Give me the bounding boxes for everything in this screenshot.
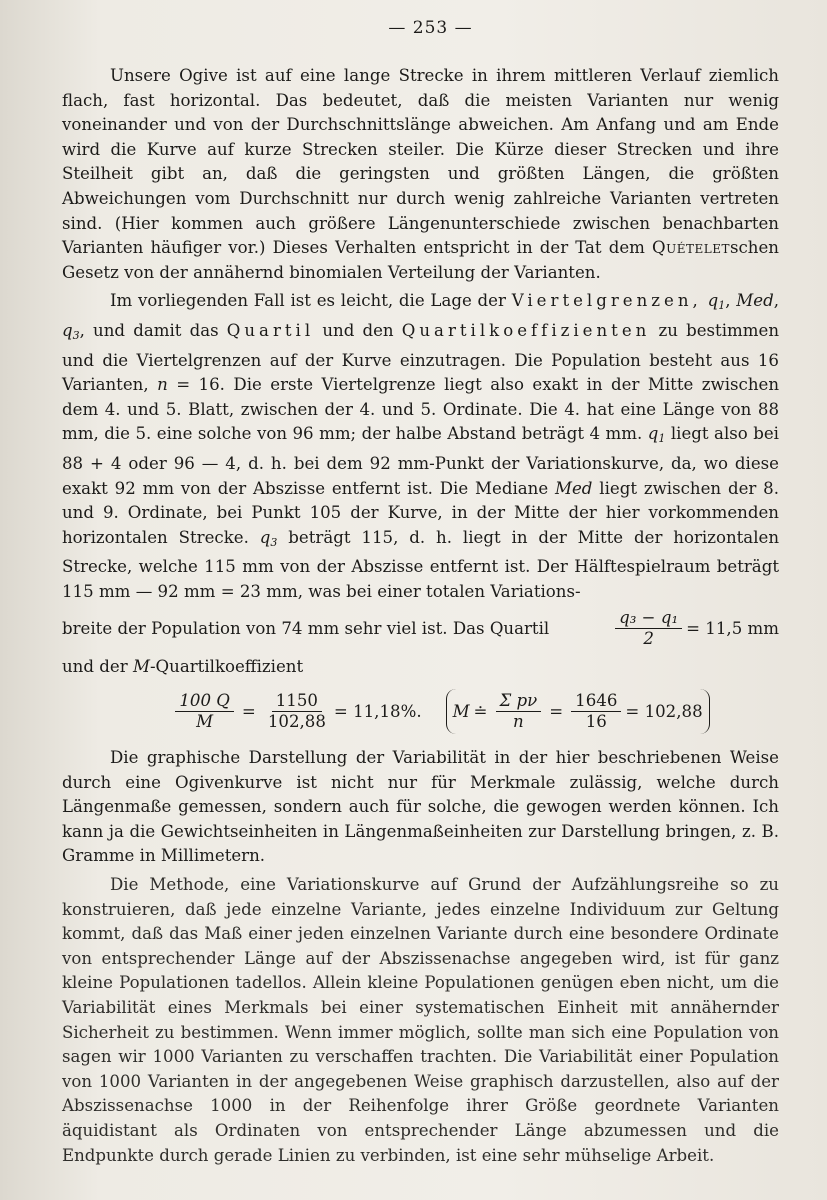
paragraph-ogive: [62, 64, 779, 285]
symbol-q1: $q_1$: [707, 291, 726, 313]
paragraph-ogive-text: Unsere Ogive ist auf eine lange Strecke in ihrem mittleren Verlauf ziemlich flach, fast horizontal. Das bedeutet, daß die meisten Varianten nur wenig voneinander und von der Durchschnittslänge abweichen. Am Anfang und am Ende wird die Kurve auf kurze Strecken steiler. Die Kürze dieser Strecken und ihre Steilheit gibt an, daß die geringsten und größten Längen, die größten Abweichungen vom Durchschnitt nur durch wenig zahlreiche Varianten vertreten sind. (Hier kommen auch größere Längenunterschiede zwischen benachbarten Varianten häufiger vor.) Dieses Verhalten entspricht in der Tat dem: [62, 66, 779, 258]
quartil-line-text: breite der Population von 74 mm sehr viel ist. Das Quartil: [62, 619, 550, 639]
paragraph-ogive-end: schen Gesetz von der annähernd binomialen Verteilung der Varianten.: [62, 238, 779, 282]
quartilkoeffizient-formula: $\frac{100 Q}{M}$ = $\frac{1150}{102,88}$ = 11,18%. M ≐ $\frac{\text{Σ pν}}{n}$ = $\frac{1646}{16}$ = 102,88: [62, 684, 779, 738]
quartil-result: = 11,5 mm: [686, 619, 779, 639]
p2-text-b: , und damit das: [79, 320, 219, 340]
term-viertelgrenzen: Viertelgrenzen,: [511, 291, 702, 311]
quartil-fraction-numerator: q₃ − q₁: [615, 608, 682, 629]
term-quartilkoeffizienten: Quartilkoeffizienten: [401, 320, 651, 340]
quartil-fraction: [615, 608, 682, 649]
m-quartilkoeffizient-line: und der M-Quartilkoeffizient: [62, 657, 304, 677]
p2-text-d: zu bestimmen und die Viertelgrenzen auf der Kurve einzutragen. Die Population besteht aus 16 Varianten,: [62, 320, 780, 395]
quartil-formula-line: [62, 608, 779, 649]
p2-text-h: beträgt 115, d. h. liegt in der Mitte der horizontalen Strecke, welche 115 mm von der Abszisse entfernt ist. Der Hälftespielraum beträgt 115 mm — 92 mm = 23 mm, was bei einer totalen Variations-: [62, 527, 780, 601]
p2-text-c: und den: [322, 320, 394, 340]
formula-result: = 11,18%.: [333, 701, 422, 721]
formula-mean-parenthesis: M ≐ $\frac{\text{Σ pν}}{n}$ = $\frac{1646}{16}$ = 102,88: [446, 689, 710, 734]
symbol-n: n: [157, 375, 168, 395]
p2-text-e: = 16. Die erste Viertelgrenze liegt also exakt in der Mitte zwischen dem 4. und 5. Blatt, zwischen der 4. und 5. Ordinate. Die 4. hat eine Länge von 88 mm, die 5. eine solche von 96 mm; der halbe Abstand beträgt 4 mm.: [62, 375, 780, 444]
mean-result: = 102,88: [625, 701, 703, 721]
p2-text-f: liegt also bei 88 + 4 oder 96 — 4, d. h. bei dem 92 mm-Punkt der Variationskurve, da, wo diese exakt 92 mm von der Abszisse entfernt ist. Die Mediane: [62, 424, 779, 498]
symbol-q3-inline: $q_3$: [259, 527, 278, 549]
symbol-q3: $q_3$: [62, 320, 80, 342]
fraction-1646: $\frac{1646}{16}$: [571, 691, 621, 732]
page-number: — 253 —: [388, 18, 473, 38]
quartil-fraction-denominator: 2: [643, 629, 654, 649]
symbol-med-inline: Med: [555, 478, 593, 498]
paragraph-graphische-darstellung: Die graphische Darstellung der Variabilität in der hier beschriebenen Weise durch eine Ogivenkurve ist nicht nur für Merkmale zulässig, welche durch Längenmaße gemessen, sondern auch für solche, die gewogen werden können. Ich kann ja die Gewichtseinheiten in Längenmaßeinheiten zur Darstellung bringen, z. B. Gramme in Millimetern.: [62, 748, 779, 866]
paragraph-viertelgrenzen: Im vorliegenden Fall ist es leicht, die Lage der Viertelgrenzen, $q_1$, Med, $q_3$, und damit das Quartil und den Quartilkoeffizienten zu bestimmen und die Viertelgrenzen auf der Kurve einzutragen. Die Population besteht aus 16 Varianten, n = 16. Die erste Viertelgrenze liegt also exakt in der Mitte zwischen dem 4. und 5. Blatt, zwischen der 4. und 5. Ordinate. Die 4. hat eine Länge von 88 mm, die 5. eine solche von 96 mm; der halbe Abstand beträgt 4 mm. $q_1$ liegt also bei 88 + 4 oder 96 — 4, d. h. bei dem 92 mm-Punkt der Variationskurve, da, wo diese exakt 92 mm von der Abszisse entfernt ist. Die Mediane Med liegt zwischen der 8. und 9. Ordinate, bei Punkt 105 der Kurve, in der Mitte der hier vorkommenden horizontalen Strecke. $q_3$ beträgt 115, d. h. liegt in der Mitte der horizontalen Strecke, welche 115 mm von der Abszisse entfernt ist. Der Hälftespielraum beträgt 115 mm — 92 mm = 23 mm, was bei einer totalen Variations-: [62, 291, 780, 601]
p2-text-g: liegt zwischen der 8. und 9. Ordinate, bei Punkt 105 der Kurve, in der Mitte der hier vorkommenden horizontalen Strecke.: [62, 478, 779, 547]
p2-text-a: Im vorliegenden Fall ist es leicht, die Lage der: [110, 291, 506, 311]
symbol-m: M: [132, 657, 150, 677]
term-quartil: Quartil: [226, 320, 315, 340]
symbol-q1-inline: $q_1$: [647, 424, 666, 446]
fraction-1150: $\frac{1150}{102,88}$: [267, 690, 326, 731]
fraction-sum-pv: $\frac{\text{Σ pν}}{n}$: [496, 691, 542, 732]
paragraph-methode: Die Methode, eine Variationskurve auf Grund der Aufzählungsreihe so zu konstruieren, daß jede einzelne Variante, jedes einzelne Individuum zur Geltung kommt, daß das Maß einer jeden einzelnen Variante durch eine besondere Ordinate von entsprechender Länge auf der Abszissenachse angegeben wird, ist für ganz kleine Populationen tadellos. Allein kleine Populationen genügen eben nicht, um die Variabilität eines Merkmals bei einer systematischen Einheit mit annähernder Sicherheit zu bestimmen. Wenn immer möglich, sollte man sich eine Population von sagen wir 1000 Varianten zu verschaffen trachten. Die Variabilität einer Population von 1000 Varianten in der angegebenen Weise graphisch darzustellen, also auf der Abszissenachse 1000 in der Reihenfolge ihrer Größe geordnete Varianten äquidistant als Ordinaten von entsprechender Länge abzumessen und die Endpunkte durch gerade Linien zu verbinden, ist eine sehr mühselige Arbeit.: [62, 875, 779, 1165]
symbol-med: Med: [736, 291, 774, 311]
fraction-100q-m: $\frac{100 Q}{M}$: [175, 691, 234, 732]
author-name-quetelet: Quételet: [652, 238, 730, 258]
